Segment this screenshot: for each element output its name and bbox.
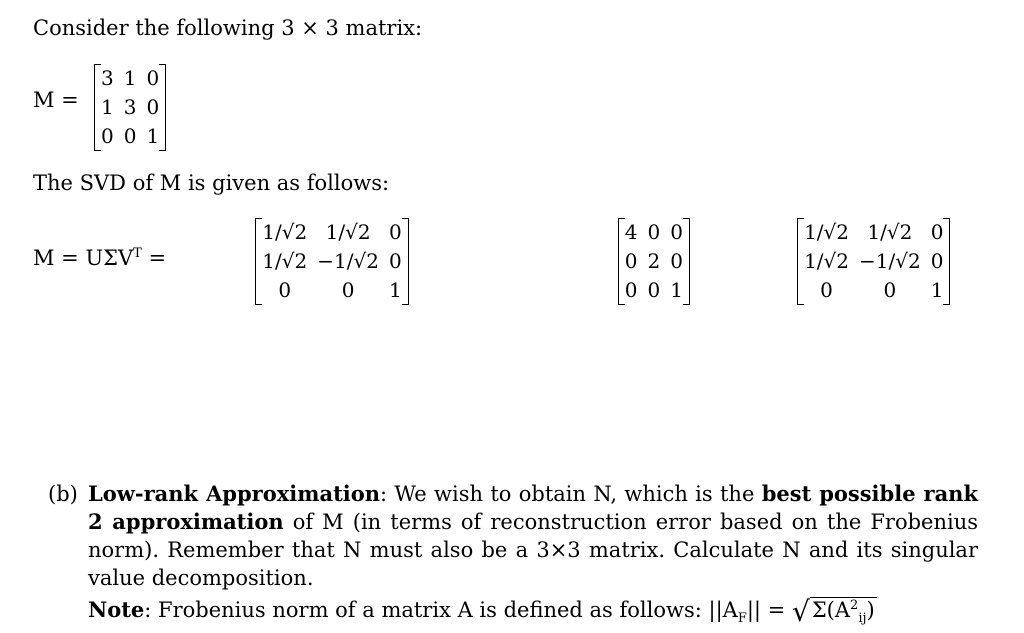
vt-cell: 1/√2 — [867, 220, 913, 244]
vt-cell: 1/√2 — [804, 220, 849, 244]
matrix-sigma-table — [620, 218, 688, 305]
svd-lhs-eq: = — [148, 246, 167, 270]
part-b-text2: of M (in terms of reconstruction error based on the Frobenius norm). Remember that N must also be a 3×3 matrix. Calculate N and its singular value decomposition. — [88, 510, 978, 590]
m-cell: 0 — [101, 124, 114, 148]
u-cell: 0 — [278, 278, 292, 302]
matrix-u-table — [257, 218, 406, 305]
u-cell: 1 — [388, 278, 402, 302]
formula-sup: 2 — [850, 598, 859, 613]
matrix-sigma — [620, 218, 688, 305]
m-cell: 1 — [146, 124, 160, 148]
part-b-bold2: best possible rank 2 approximation — [88, 481, 978, 534]
u-cell: 0 — [388, 249, 402, 273]
m-cell: 1 — [101, 95, 114, 119]
part-b-label: (b) — [48, 482, 78, 506]
svd-lhs-text: M = UΣV — [33, 246, 134, 270]
sigma-cell: 4 — [624, 220, 638, 244]
frobenius-formula — [810, 597, 877, 627]
svd-intro-text: The SVD of M is given as follows: — [33, 171, 390, 195]
sigma-cell: 0 — [624, 249, 638, 273]
bracket-right — [159, 64, 166, 151]
bracket-left — [255, 218, 262, 305]
part-b-text1: : We wish to obtain N, which is the — [380, 482, 762, 506]
u-cell: 1/√2 — [262, 220, 308, 244]
matrix-vt-table — [799, 218, 948, 305]
intro-text: Consider the following 3 × 3 matrix: — [33, 16, 423, 40]
sigma-cell: 0 — [670, 249, 683, 273]
note-label: Note — [88, 597, 145, 622]
vt-cell: 1/√2 — [804, 249, 849, 273]
bracket-right — [402, 218, 409, 305]
m-cell: 1 — [123, 66, 137, 90]
note-text: : Frobenius norm of a matrix A is defined as follows: ||A — [144, 598, 738, 622]
note-eq: || = — [746, 598, 792, 622]
vt-cell: 0 — [820, 278, 833, 302]
vt-cell: 0 — [930, 220, 944, 244]
matrix-u — [257, 218, 406, 305]
sigma-cell: 0 — [624, 278, 638, 302]
m-cell: 0 — [146, 66, 160, 90]
m-cell: 3 — [101, 66, 114, 90]
bracket-left — [94, 64, 101, 151]
matrix-m-lhs: M = — [33, 88, 79, 112]
bracket-right — [683, 218, 690, 305]
formula-close: ) — [866, 598, 875, 622]
note-sub: F — [737, 611, 747, 627]
matrix-m-table — [96, 64, 164, 151]
svd-lhs — [33, 246, 166, 270]
sigma-cell: 1 — [670, 278, 683, 302]
m-cell: 3 — [123, 95, 137, 119]
bracket-right — [943, 218, 950, 305]
sigma-cell: 2 — [647, 249, 661, 273]
sqrt-symbol-icon: √ — [791, 595, 810, 628]
u-cell: 0 — [388, 220, 402, 244]
matrix-vt — [799, 218, 948, 305]
u-cell: −1/√2 — [317, 249, 379, 273]
svd-lhs-sup: T — [133, 246, 142, 261]
vt-cell: 1 — [930, 278, 944, 302]
vt-cell: 0 — [930, 249, 944, 273]
sigma-cell: 0 — [647, 278, 661, 302]
m-cell: 0 — [123, 124, 137, 148]
formula-text: Σ(A — [811, 598, 851, 622]
matrix-m — [96, 64, 164, 151]
m-cell: 0 — [146, 95, 160, 119]
u-cell: 1/√2 — [325, 220, 371, 244]
part-b-title: Low-rank Approximation — [88, 481, 381, 506]
vt-cell: 0 — [883, 278, 897, 302]
u-cell: 1/√2 — [262, 249, 308, 273]
u-cell: 0 — [341, 278, 355, 302]
frobenius-sqrt — [792, 592, 877, 633]
vt-cell: −1/√2 — [859, 249, 921, 273]
formula-sub: ij — [858, 611, 867, 627]
part-b-body — [88, 480, 978, 633]
bracket-left — [618, 218, 625, 305]
sigma-cell: 0 — [647, 220, 661, 244]
sigma-cell: 0 — [670, 220, 683, 244]
bracket-left — [797, 218, 804, 305]
